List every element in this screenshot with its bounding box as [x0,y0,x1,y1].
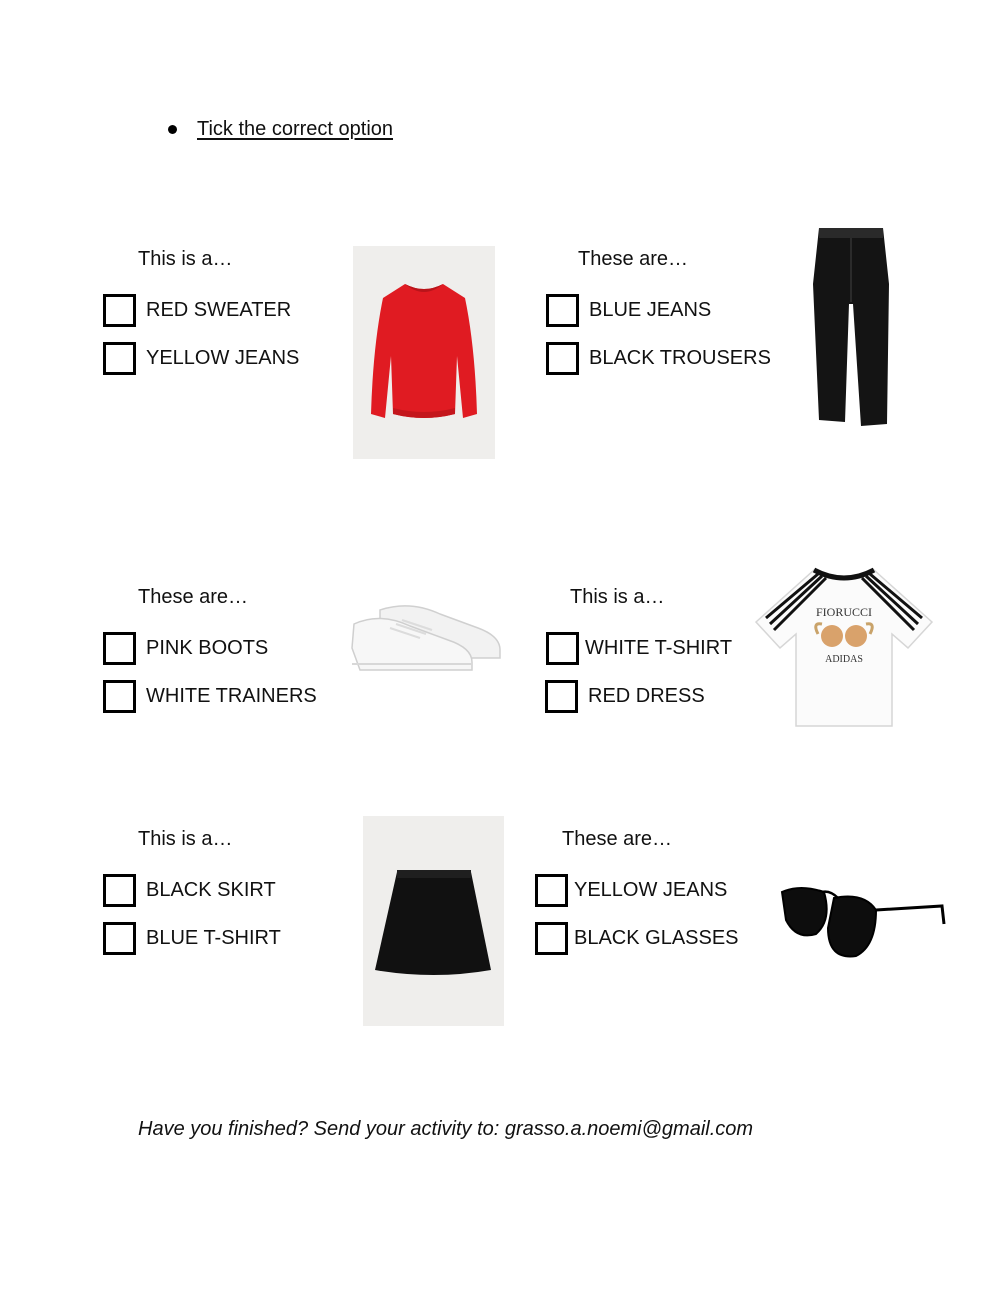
instruction-text: Tick the correct option [197,118,394,140]
option-label: BLUE JEANS [589,299,712,321]
checkbox[interactable] [535,874,568,907]
checkbox[interactable] [546,632,579,665]
black-glasses-image [778,880,948,962]
checkbox[interactable] [103,632,136,665]
tshirt-brand-bottom: ADIDAS [825,654,863,665]
item-4-option-2[interactable] [545,680,705,713]
option-label: WHITE T-SHIRT [585,637,733,659]
bullet-icon [168,125,177,134]
item-3-prompt: These are… [138,586,249,608]
item-6-option-2[interactable] [535,922,739,955]
option-label: YELLOW JEANS [574,879,728,901]
option-label: WHITE TRAINERS [146,685,317,707]
item-4-option-1[interactable] [546,632,732,665]
option-label: YELLOW JEANS [146,347,300,369]
checkbox[interactable] [535,922,568,955]
item-5-option-2[interactable] [103,922,281,955]
option-label: RED SWEATER [146,299,292,321]
option-label: PINK BOOTS [146,637,269,659]
item-6-option-1[interactable] [535,874,727,907]
red-sweater-image [353,246,495,459]
item-3-option-2[interactable] [103,680,317,713]
item-1-option-2[interactable] [103,342,299,375]
item-6-prompt: These are… [562,828,673,850]
black-skirt-image [363,816,504,1026]
item-2-prompt: These are… [578,248,689,270]
item-5-prompt: This is a… [138,828,233,850]
option-label: BLACK TROUSERS [589,347,771,369]
checkbox[interactable] [546,342,579,375]
checkbox[interactable] [545,680,578,713]
instruction [168,118,393,141]
item-1-option-1[interactable] [103,294,291,327]
footer-message: Have you finished? Send your activity to: grasso.a.noemi@gmail.com [138,1118,754,1140]
checkbox[interactable] [103,342,136,375]
checkbox[interactable] [103,294,136,327]
option-label: RED DRESS [588,685,705,707]
item-5-option-1[interactable] [103,874,276,907]
option-label: BLACK SKIRT [146,879,276,901]
black-trousers-image [805,224,895,429]
checkbox[interactable] [103,874,136,907]
white-trainers-image [350,598,505,673]
white-tshirt-image [752,564,936,730]
item-1-prompt: This is a… [138,248,233,270]
item-4-prompt: This is a… [570,586,665,608]
checkbox[interactable] [103,680,136,713]
checkbox[interactable] [546,294,579,327]
option-label: BLUE T-SHIRT [146,927,281,949]
item-2-option-1[interactable] [546,294,711,327]
item-2-option-2[interactable] [546,342,771,375]
item-3-option-1[interactable] [103,632,268,665]
tshirt-brand-top: FIORUCCI [815,605,873,619]
option-label: BLACK GLASSES [574,927,739,949]
checkbox[interactable] [103,922,136,955]
